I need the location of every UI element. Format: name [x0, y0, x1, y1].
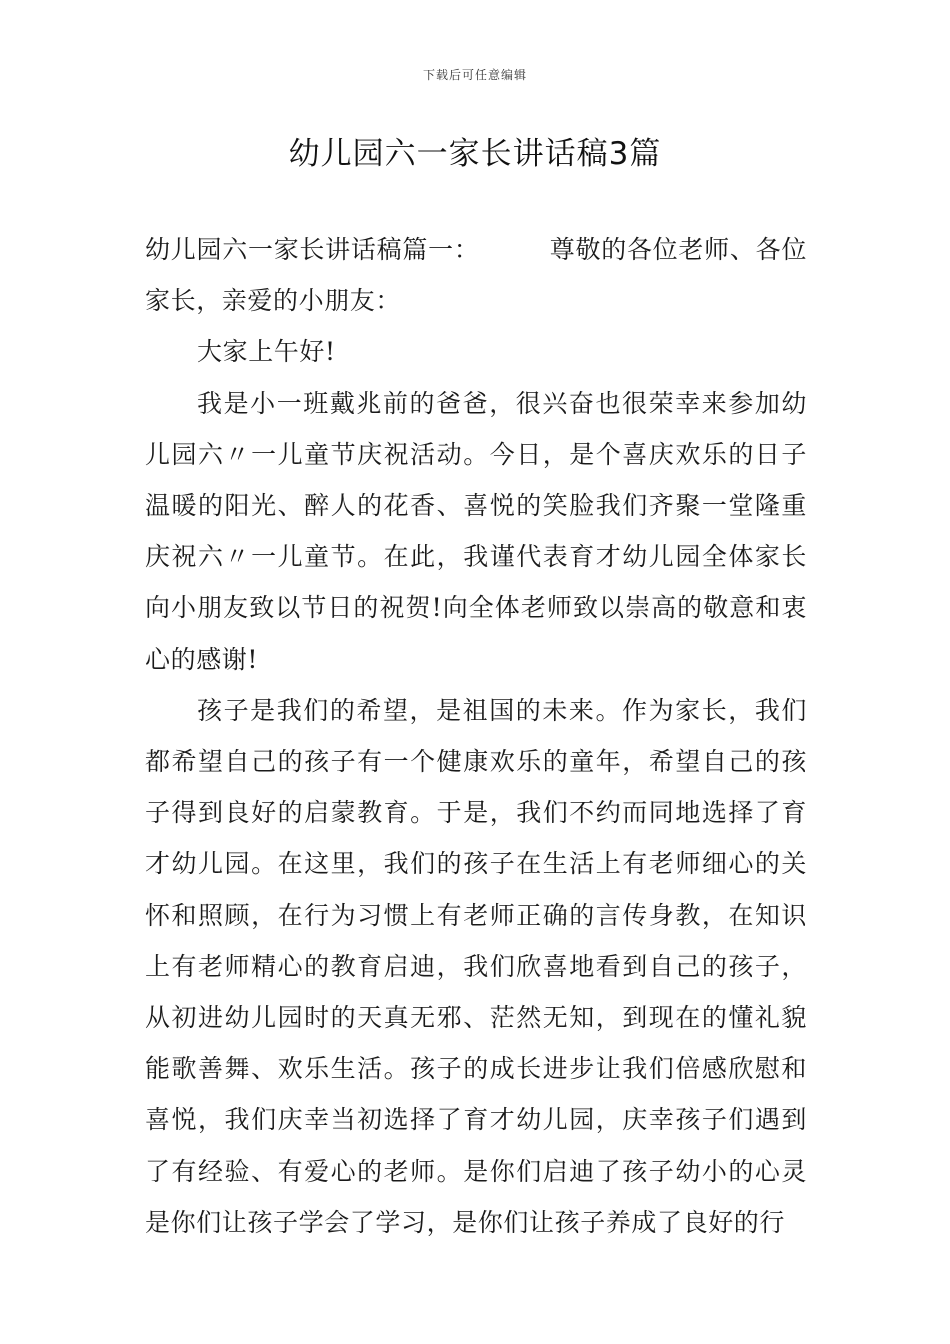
- intro-lead: 幼儿园六一家长讲话稿篇一：: [145, 235, 480, 264]
- document-body: [145, 224, 807, 1248]
- intro-greeting: 尊敬的各位老师、各位家长，亲爱的小朋友：: [145, 235, 807, 316]
- intro-paragraph: [145, 224, 807, 326]
- paragraph-greeting: 大家上午好!: [197, 337, 336, 367]
- paragraph-children-hope: 孩子是我们的希望，是祖国的未来。作为家长，我们都希望自己的孩子有一个健康欢乐的童年，希望自己的孩子得到良好的启蒙教育。于是，我们不约而同地选择了育才幼儿园。在这里，我们的孩子在生活上有老师细心的关怀和照顾，在行为习惯上有老师正确的言传身教，在知识上有老师精心的教育启迪，我们欣喜地看到自己的孩子，从初进幼儿园时的天真无邪、茫然无知，到现在的懂礼貌能歌善舞、欢乐生活。孩子的成长进步让我们倍感欣慰和喜悦，我们庆幸当初选择了育才幼儿园，庆幸孩子们遇到了有经验、有爱心的老师。是你们启迪了孩子幼小的心灵是你们让孩子学会了学习，是你们让孩子养成了良好的行: [145, 695, 807, 1237]
- document-title: 幼儿园六一家长讲话稿3篇: [288, 136, 662, 172]
- header-note: 下载后可任意编辑: [422, 68, 527, 82]
- paragraph-introduction: 我是小一班戴兆前的爸爸，很兴奋也很荣幸来参加幼儿园六〃一儿童节庆祝活动。今日，是个喜庆欢乐的日子温暖的阳光、醉人的花香、喜悦的笑脸我们齐聚一堂隆重庆祝六〃一儿童节。在此，我谨代表育才幼儿园全体家长向小朋友致以节日的祝贺!向全体老师致以崇高的敬意和衷心的感谢!: [145, 388, 807, 674]
